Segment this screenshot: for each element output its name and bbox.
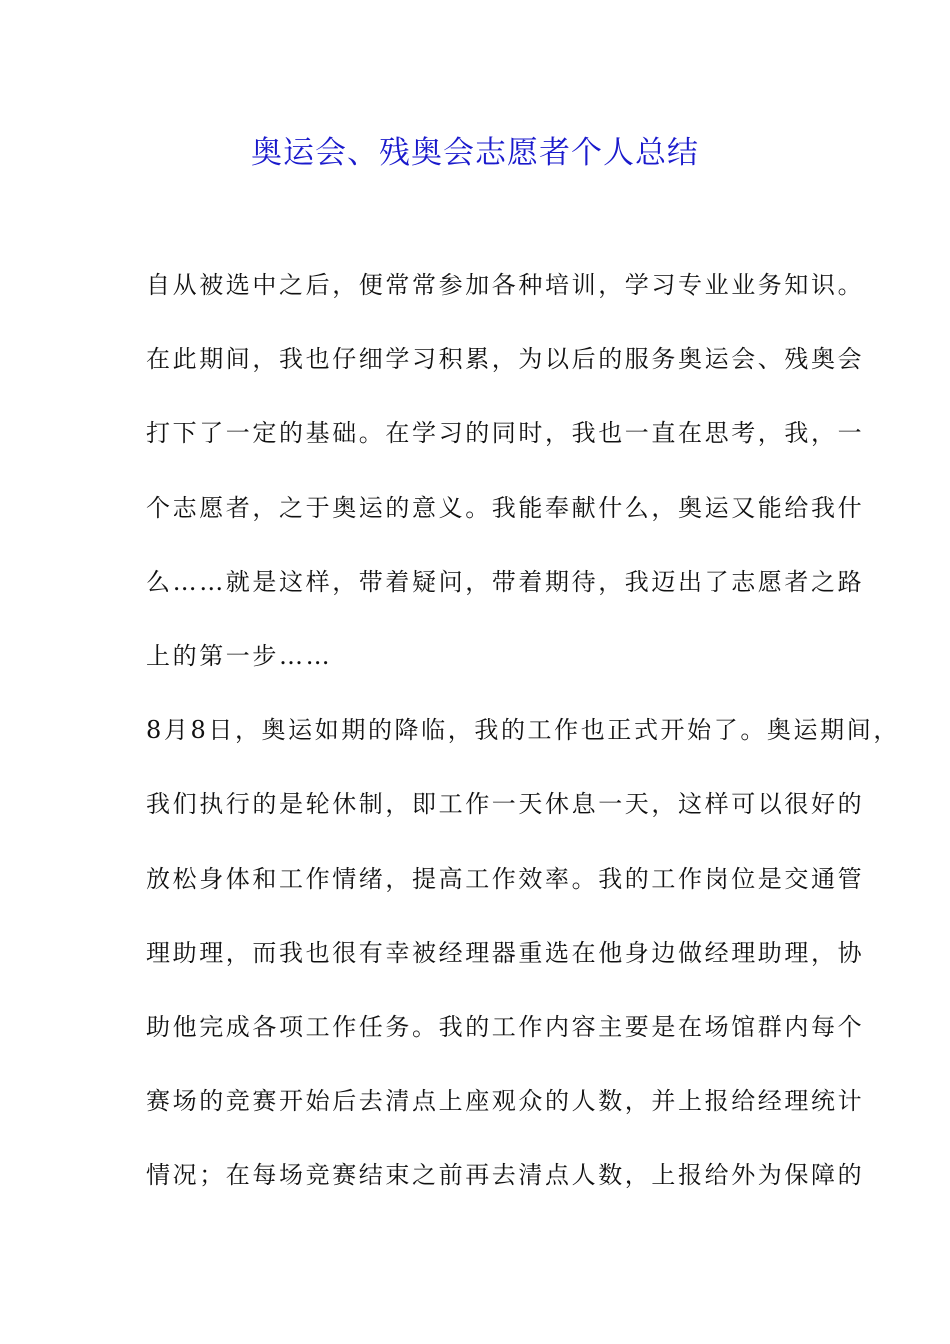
- body-line: 赛场的竞赛开始后去清点上座观众的人数，并上报给经理统计: [146, 1087, 865, 1116]
- body-line: 8月8日，奥运如期的降临，我的工作也正式开始了。奥运期间，: [146, 716, 900, 745]
- body-line: 情况；在每场竞赛结束之前再去清点人数，上报给外为保障的: [146, 1161, 865, 1190]
- body-line: 我们执行的是轮休制，即工作一天休息一天，这样可以很好的: [146, 790, 865, 819]
- body-line: 么……就是这样，带着疑问，带着期待，我迈出了志愿者之路: [146, 567, 865, 596]
- body-line: 理助理，而我也很有幸被经理器重选在他身边做经理助理，协: [146, 938, 865, 967]
- body-line: 打下了一定的基础。在学习的同时，我也一直在思考，我，一: [146, 419, 865, 448]
- body-line: 自从被选中之后，便常常参加各种培训，学习专业业务知识。: [146, 271, 865, 299]
- body-line: 助他完成各项工作任务。我的工作内容主要是在场馆群内每个: [146, 1012, 865, 1041]
- body-line: 放松身体和工作情绪，提高工作效率。我的工作岗位是交通管: [146, 864, 865, 893]
- body-line: 上的第一步……: [146, 641, 333, 670]
- document-title: 奥运会、残奥会志愿者个人总结: [251, 135, 699, 171]
- document-body: [146, 262, 900, 1226]
- body-line: 个志愿者，之于奥运的意义。我能奉献什么，奥运又能给我什: [146, 493, 865, 522]
- body-line: 在此期间，我也仔细学习积累，为以后的服务奥运会、残奥会: [146, 345, 865, 374]
